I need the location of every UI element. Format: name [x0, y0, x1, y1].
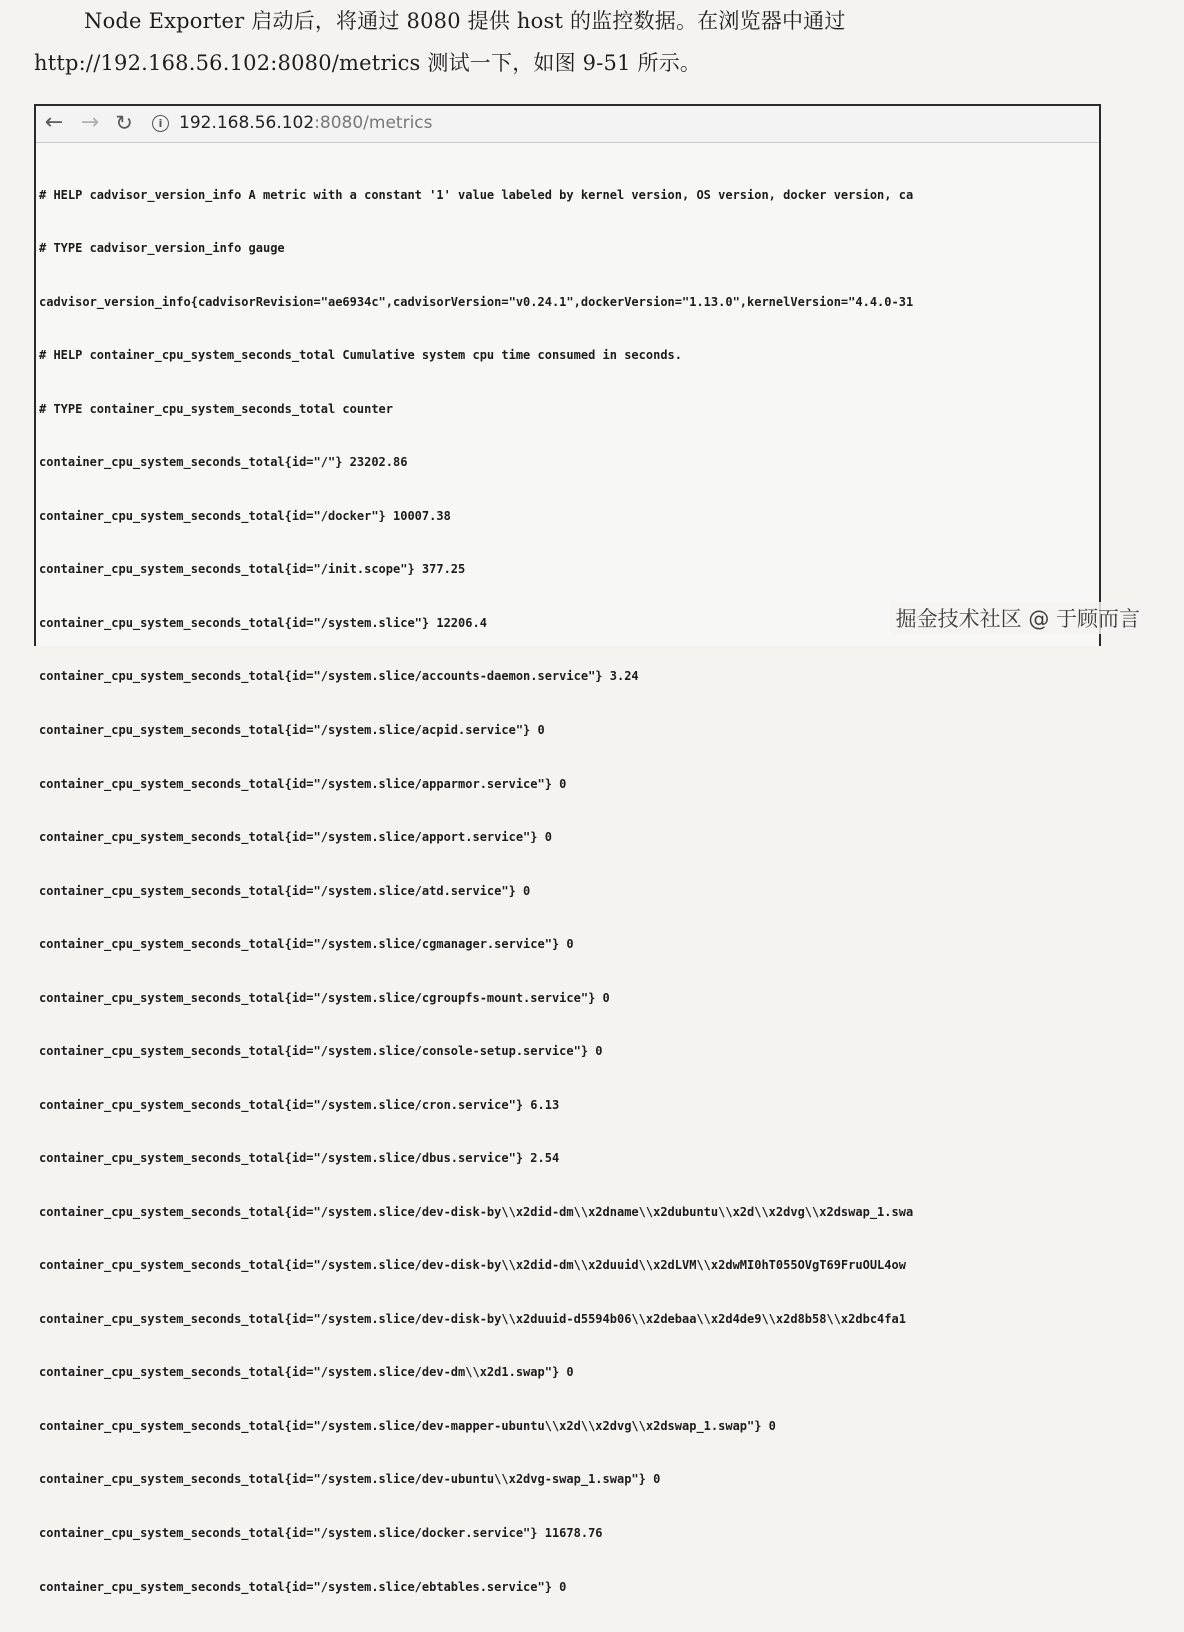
metrics-line: cadvisor_version_info{cadvisorRevision="ae6934c",cadvisorVersion="v0.24.1",dockerVersion="1.13.0",kernelVersion="4.4.0-31: [39, 294, 914, 309]
metrics-line: container_cpu_system_seconds_total{id="/system.slice/dev-disk-by\\x2did-dm\\x2duuid\\x2dLVM\\x2dwMI0hT055OVgT69FruOUL4ow: [39, 1258, 906, 1273]
metrics-line: container_cpu_system_seconds_total{id="/system.slice/cron.service"} 6.13: [39, 1097, 560, 1112]
metrics-line: container_cpu_system_seconds_total{id="/system.slice/dbus.service"} 2.54: [39, 1151, 560, 1166]
metrics-text: [39, 151, 1099, 1632]
back-arrow-icon[interactable]: ←: [44, 110, 64, 135]
metrics-line: container_cpu_system_seconds_total{id="/system.slice/dev-ubuntu\\x2dvg-swap_1.swap"} 0: [39, 1472, 661, 1487]
metrics-line: container_cpu_system_seconds_total{id="/system.slice/dev-disk-by\\x2duuid-d5594b06\\x2debaa\\x2d4de9\\x2d8b58\\x2dbc4fa1: [39, 1311, 906, 1326]
metrics-line: container_cpu_system_seconds_total{id="/init.scope"} 377.25: [39, 562, 466, 577]
metrics-line: container_cpu_system_seconds_total{id="/system.slice"} 12206.4: [39, 615, 487, 630]
metrics-line: # HELP container_cpu_system_seconds_total Cumulative system cpu time consumed in seconds.: [39, 348, 682, 363]
metrics-line: container_cpu_system_seconds_total{id="/system.slice/dev-dm\\x2d1.swap"} 0: [39, 1365, 574, 1380]
metrics-line: # TYPE container_cpu_system_seconds_total counter: [39, 401, 394, 416]
metrics-line: container_cpu_system_seconds_total{id="/system.slice/acpid.service"} 0: [39, 723, 545, 737]
metrics-line: # HELP cadvisor_version_info A metric with a constant '1' value labeled by kernel version, OS version, docker version, ca: [39, 187, 914, 202]
metrics-line: container_cpu_system_seconds_total{id="/system.slice/docker.service"} 11678.76: [39, 1525, 603, 1540]
metrics-line: container_cpu_system_seconds_total{id="/system.slice/cgmanager.service"} 0: [39, 937, 574, 952]
url-path: :8080/metrics: [314, 113, 433, 133]
metrics-line: container_cpu_system_seconds_total{id="/system.slice/dev-disk-by\\x2did-dm\\x2dname\\x2dubuntu\\x2d\\x2dvg\\x2dswap_1.swa: [39, 1204, 914, 1219]
metrics-line: container_cpu_system_seconds_total{id="/system.slice/cgroupfs-mount.service"} 0: [39, 990, 610, 1005]
metrics-line: container_cpu_system_seconds_total{id="/system.slice/ebtables.service"} 0: [39, 1579, 567, 1594]
paragraph-line-1: Node Exporter 启动后，将通过 8080 提供 host 的监控数据。在浏览器中通过: [84, 9, 846, 33]
metrics-line: # TYPE cadvisor_version_info gauge: [39, 241, 285, 256]
browser-window: [34, 104, 1101, 1594]
browser-toolbar: [36, 106, 1099, 143]
metrics-line: container_cpu_system_seconds_total{id="/system.slice/dev-mapper-ubuntu\\x2d\\x2dvg\\x2dswap_1.swap"} 0: [39, 1418, 776, 1433]
metrics-line: container_cpu_system_seconds_total{id="/system.slice/console-setup.service"} 0: [39, 1044, 603, 1059]
info-icon[interactable]: i: [152, 115, 169, 132]
watermark: 掘金技术社区 @ 于顾而言: [890, 602, 1146, 634]
metrics-line: container_cpu_system_seconds_total{id="/system.slice/apport.service"} 0: [39, 830, 552, 845]
metrics-line: container_cpu_system_seconds_total{id="/docker"} 10007.38: [39, 508, 451, 523]
metrics-line: container_cpu_system_seconds_total{id="/system.slice/atd.service"} 0: [39, 883, 531, 898]
reload-icon[interactable]: ↻: [115, 111, 133, 135]
forward-arrow-icon[interactable]: →: [80, 110, 100, 135]
metrics-line: container_cpu_system_seconds_total{id="/"} 23202.86: [39, 455, 408, 470]
paragraph-line-2: http://192.168.56.102:8080/metrics 测试一下，如图 9-51 所示。: [34, 51, 702, 75]
metrics-line: container_cpu_system_seconds_total{id="/system.slice/apparmor.service"} 0: [39, 776, 567, 791]
url-host: 192.168.56.102: [179, 113, 315, 133]
metrics-line: container_cpu_system_seconds_total{id="/system.slice/accounts-daemon.service"} 3.24: [39, 669, 639, 684]
address-bar[interactable]: [179, 112, 433, 134]
